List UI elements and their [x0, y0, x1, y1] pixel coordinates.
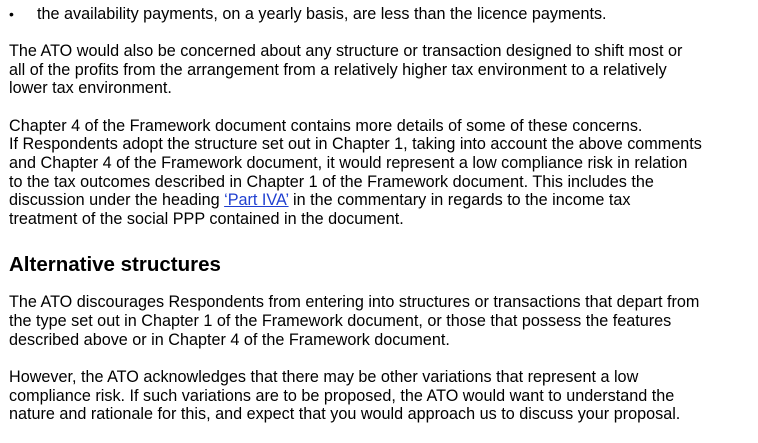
bullet-item: [9, 5, 754, 25]
paragraph-line: If Respondents adopt the structure set out in Chapter 1, taking into account the above comments: [9, 135, 702, 154]
bullet-icon: •: [9, 6, 14, 22]
paragraph-line: all of the profits from the arrangement from a relatively higher tax environment to a relatively: [9, 60, 667, 79]
paragraph-line: The ATO discourages Respondents from entering into structures or transactions that depart from: [9, 293, 700, 312]
paragraph-line: compliance risk. If such variations are to be proposed, the ATO would want to understand the: [9, 386, 675, 405]
document-body: [9, 5, 754, 424]
paragraph-variations: [9, 368, 754, 424]
section-heading: Alternative structures: [9, 253, 221, 277]
paragraph-line: to the tax outcomes described in Chapter 1 of the Framework document. This includes the: [9, 172, 654, 191]
paragraph-line: nature and rationale for this, and expect that you would approach us to discuss your proposal.: [9, 405, 681, 424]
paragraph-line: and Chapter 4 of the Framework document, it would represent a low compliance risk in relation: [9, 153, 688, 172]
paragraph-line-with-link: [9, 191, 754, 210]
text-segment: discussion under the heading: [9, 191, 225, 210]
paragraph-line: Chapter 4 of the Framework document contains more details of some of these concerns.: [9, 116, 643, 135]
text-segment: in the commentary in regards to the income tax: [288, 191, 631, 210]
part-iva-link[interactable]: ‘Part IVA’: [224, 191, 289, 210]
paragraph-chapter-4: [9, 117, 754, 229]
paragraph-line: treatment of the social PPP contained in the document.: [9, 209, 404, 228]
paragraph-line: The ATO would also be concerned about any structure or transaction designed to shift most or: [9, 42, 683, 60]
paragraph-discourages: [9, 293, 754, 349]
paragraph-line: lower tax environment.: [9, 79, 172, 98]
paragraph-profit-shifting: [9, 42, 754, 98]
paragraph-line: However, the ATO acknowledges that there may be other variations that represent a low: [9, 368, 639, 387]
bullet-text: the availability payments, on a yearly basis, are less than the licence payments.: [37, 5, 607, 23]
paragraph-line: the type set out in Chapter 1 of the Framework document, or those that possess the features: [9, 311, 672, 330]
paragraph-line: described above or in Chapter 4 of the Framework document.: [9, 330, 450, 349]
